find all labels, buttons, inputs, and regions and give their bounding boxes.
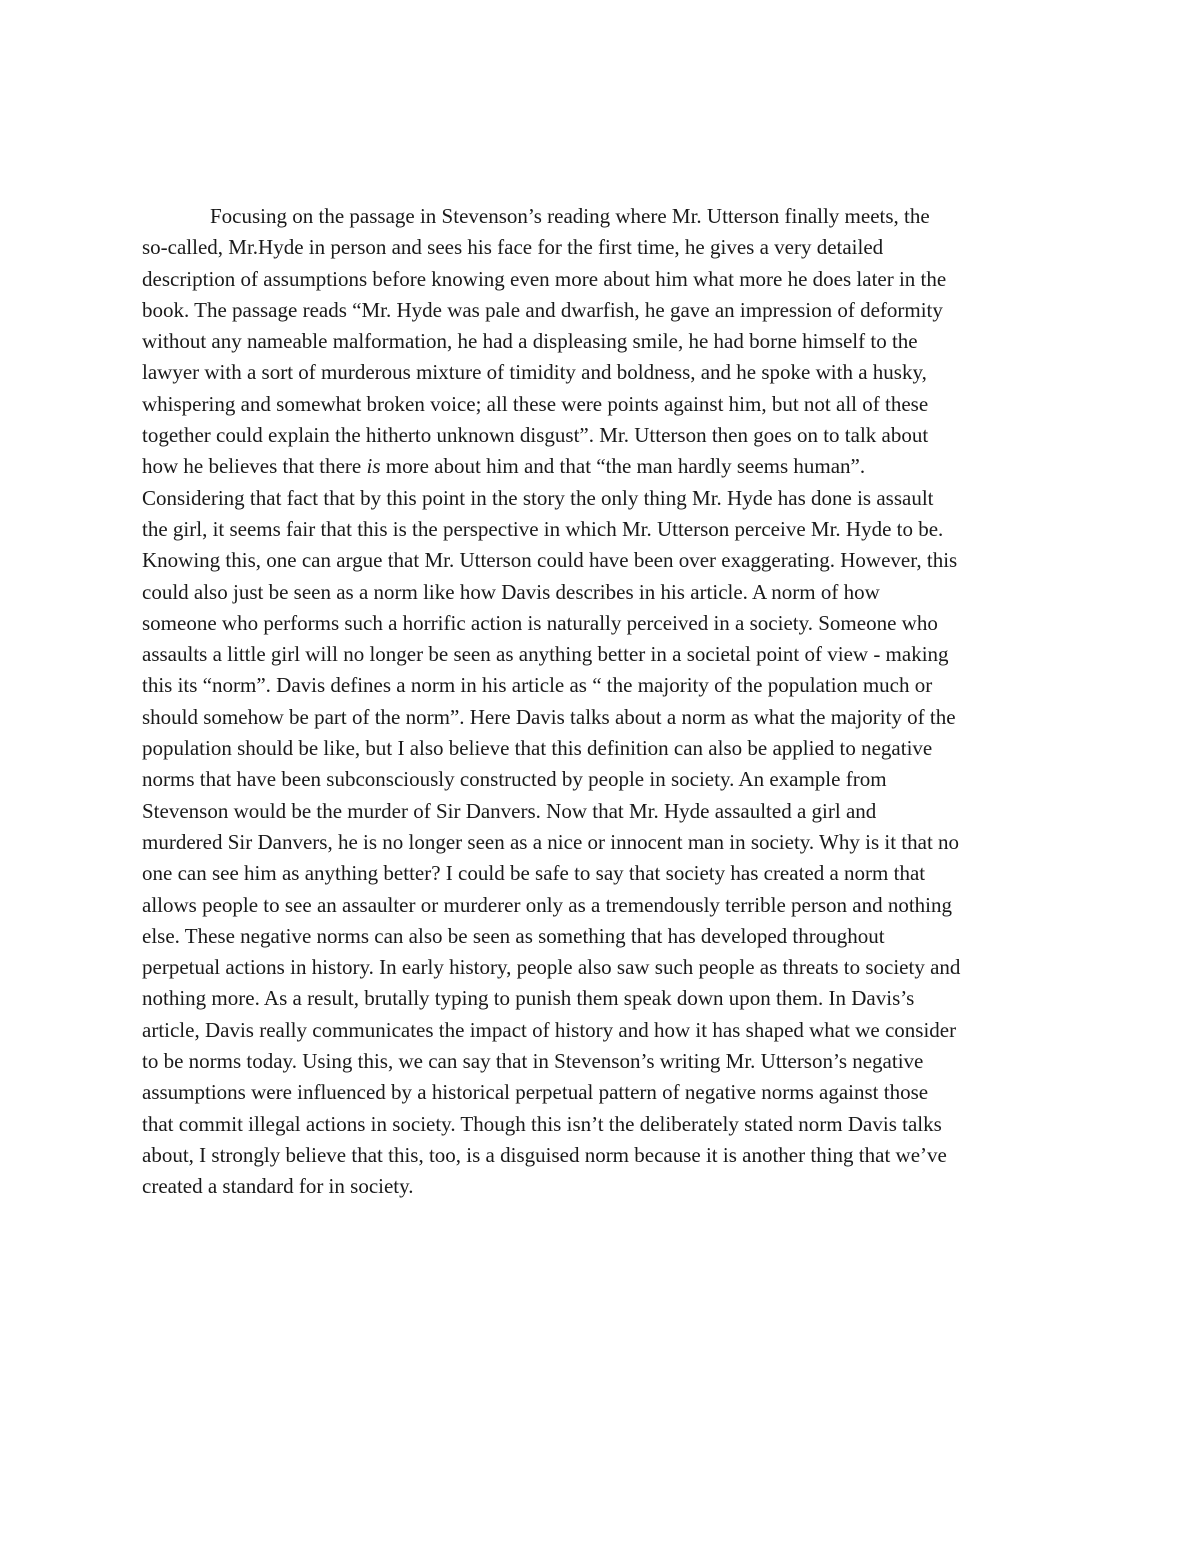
emphasized-word: is [366, 454, 381, 479]
text-segment: more about him and that “the man hardly seems human”. [380, 454, 866, 479]
text-line: perpetual actions in history. In early history, people also saw such people as threats to society and [142, 955, 961, 980]
essay-paragraph [142, 201, 1064, 1203]
text-line: book. The passage reads “Mr. Hyde was pale and dwarfish, he gave an impression of deformity [142, 297, 943, 322]
text-line: description of assumptions before knowing even more about him what more he does later in the [142, 266, 947, 291]
text-line: Stevenson would be the murder of Sir Danvers. Now that Mr. Hyde assaulted a girl and [142, 798, 877, 823]
text-line: Knowing this, one can argue that Mr. Utterson could have been over exaggerating. However, this [142, 548, 958, 573]
text-line: nothing more. As a result, brutally typing to punish them speak down upon them. In Davis’s [142, 986, 915, 1011]
text-segment: how he believes that there [142, 454, 367, 479]
text-line: norms that have been subconsciously constructed by people in society. An example from [142, 767, 887, 792]
text-line: population should be like, but I also believe that this definition can also be applied to negative [142, 736, 933, 761]
text-line: one can see him as anything better? I could be safe to say that society has created a norm that [142, 861, 926, 886]
text-line: someone who performs such a horrific action is naturally perceived in a society. Someone who [142, 610, 938, 635]
text-line: Considering that fact that by this point in the story the only thing Mr. Hyde has done is assault [142, 485, 934, 510]
text-line: without any nameable malformation, he had a displeasing smile, he had borne himself to the [142, 329, 918, 354]
text-line: together could explain the hitherto unknown disgust”. Mr. Utterson then goes on to talk about [142, 423, 929, 448]
text-line: whispering and somewhat broken voice; all these were points against him, but not all of these [142, 391, 929, 416]
text-line: could also just be seen as a norm like how Davis describes in his article. A norm of how [142, 579, 880, 604]
text-line: Focusing on the passage in Stevenson’s reading where Mr. Utterson finally meets, the [210, 204, 930, 228]
text-line: article, Davis really communicates the impact of history and how it has shaped what we consider [142, 1017, 957, 1042]
text-line: assaults a little girl will no longer be seen as anything better in a societal point of view - making [142, 642, 949, 667]
text-line: the girl, it seems fair that this is the perspective in which Mr. Utterson perceive Mr. Hyde to be. [142, 516, 944, 541]
text-line [142, 451, 1064, 482]
text-line: should somehow be part of the norm”. Here Davis talks about a norm as what the majority of the [142, 704, 956, 729]
text-line: assumptions were influenced by a historical perpetual pattern of negative norms against those [142, 1080, 929, 1105]
text-line: allows people to see an assaulter or murderer only as a tremendously terrible person and nothing [142, 892, 953, 917]
text-line: lawyer with a sort of murderous mixture of timidity and boldness, and he spoke with a husky, [142, 360, 927, 385]
text-line: about, I strongly believe that this, too, is a disguised norm because it is another thing that we’ve [142, 1142, 947, 1167]
text-line: so-called, Mr.Hyde in person and sees his face for the first time, he gives a very detailed [142, 235, 884, 260]
text-line: murdered Sir Danvers, he is no longer seen as a nice or innocent man in society. Why is it that no [142, 829, 960, 854]
text-line: to be norms today. Using this, we can say that in Stevenson’s writing Mr. Utterson’s negative [142, 1049, 924, 1074]
text-line: this its “norm”. Davis defines a norm in his article as “ the majority of the population much or [142, 673, 933, 698]
text-line: else. These negative norms can also be seen as something that has developed throughout [142, 923, 885, 948]
text-line: created a standard for in society. [142, 1174, 414, 1199]
text-line: that commit illegal actions in society. Though this isn’t the deliberately stated norm Davis talks [142, 1111, 942, 1136]
